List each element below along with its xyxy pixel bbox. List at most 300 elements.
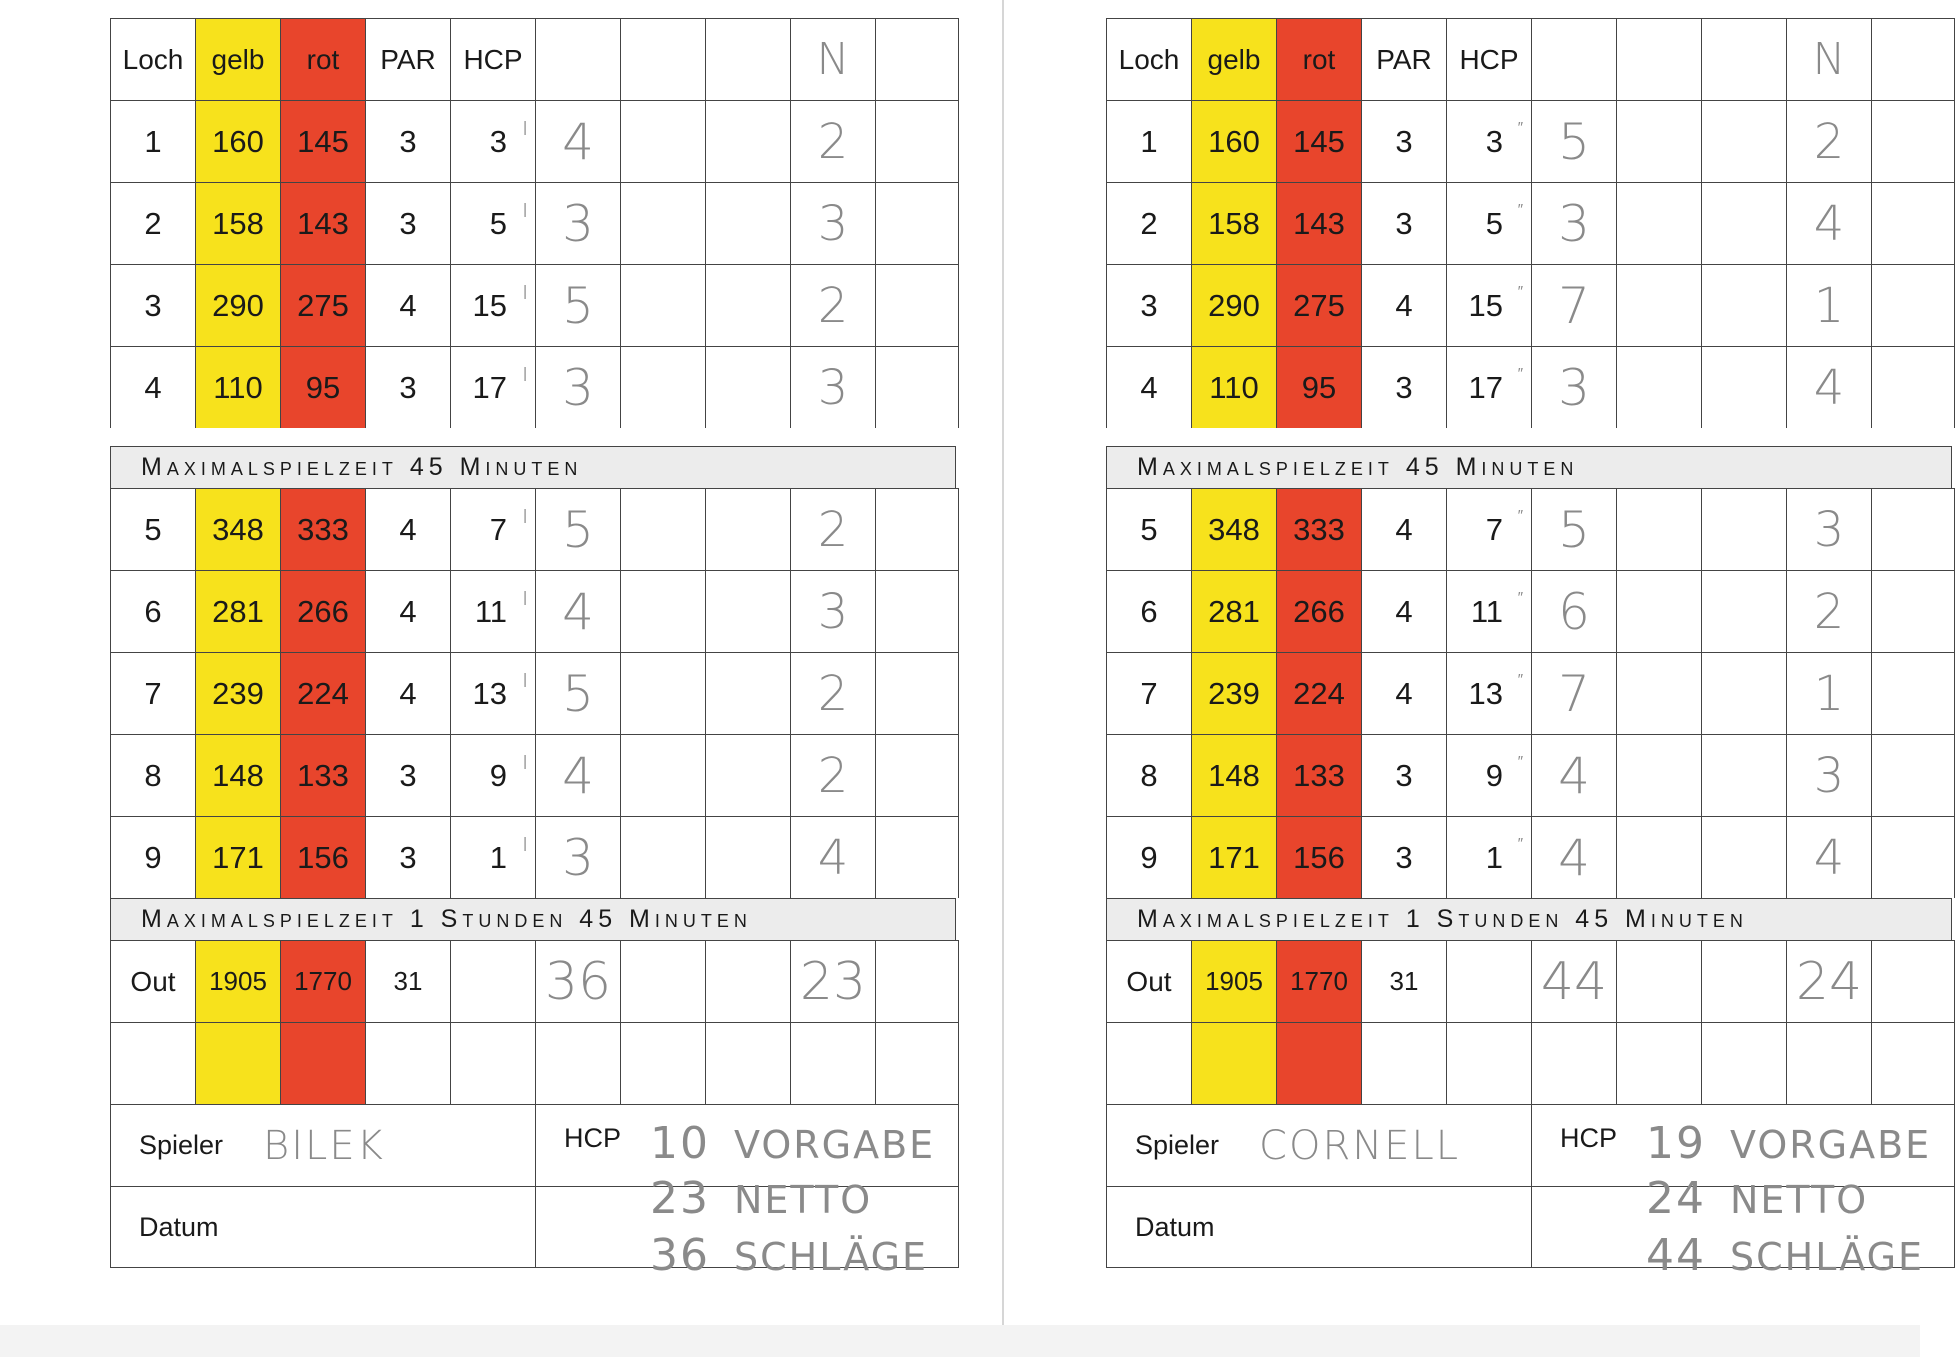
header-par: PAR (1361, 18, 1446, 100)
empty-cell (875, 1022, 959, 1104)
stroke-tick-mark: | (523, 201, 527, 218)
empty-cell (620, 264, 705, 346)
empty-cell (1871, 100, 1955, 182)
net-score: 2 (1786, 100, 1871, 182)
stroke-count: 4 (1531, 816, 1616, 898)
header-blank (620, 18, 705, 100)
out-net-total: 23 (790, 940, 875, 1022)
hole-row (110, 816, 956, 898)
hole-par: 3 (1361, 816, 1446, 898)
empty-cell (1701, 100, 1786, 182)
empty-cell (620, 100, 705, 182)
handwritten-note (1646, 1230, 1924, 1281)
empty-cell (1106, 1022, 1191, 1104)
stroke-tick-mark: | (523, 365, 527, 382)
header-row (110, 18, 956, 100)
yellow-tee-distance: 158 (195, 182, 280, 264)
header-marker: N (1786, 18, 1871, 100)
hole-row (110, 346, 956, 428)
hole-par: 4 (1361, 570, 1446, 652)
empty-cell (705, 182, 790, 264)
hole-number: 9 (110, 816, 195, 898)
yellow-tee-distance: 171 (195, 816, 280, 898)
stroke-count: 5 (535, 264, 620, 346)
note-text: NETTO (734, 1178, 873, 1222)
hole-row (110, 652, 956, 734)
out-label: Out (1106, 940, 1191, 1022)
empty-cell (1276, 1022, 1361, 1104)
empty-cell (1616, 734, 1701, 816)
net-score: 1 (1786, 652, 1871, 734)
empty-cell (620, 346, 705, 428)
date-cell (110, 1186, 535, 1268)
hole-par: 3 (1361, 734, 1446, 816)
yellow-tee-distance: 148 (195, 734, 280, 816)
handwritten-note (650, 1118, 935, 1169)
hole-row (1106, 652, 1952, 734)
hole-row (1106, 264, 1952, 346)
hole-row (110, 264, 956, 346)
red-tee-distance: 224 (1276, 652, 1361, 734)
hole-par: 4 (1361, 488, 1446, 570)
hole-row (110, 570, 956, 652)
stroke-count: 5 (535, 488, 620, 570)
stroke-count: 5 (1531, 100, 1616, 182)
hole-hcp: 15 ″ (1446, 264, 1531, 346)
red-tee-distance: 275 (1276, 264, 1361, 346)
empty-cell (620, 182, 705, 264)
hole-par: 4 (365, 652, 450, 734)
hole-par: 3 (1361, 100, 1446, 182)
hole-hcp: 1 | (450, 816, 535, 898)
net-score: 3 (1786, 734, 1871, 816)
stroke-tick-mark: ″ (1517, 671, 1523, 688)
empty-cell (1871, 1022, 1955, 1104)
yellow-tee-distance: 281 (1191, 570, 1276, 652)
stroke-tick-mark: ″ (1517, 835, 1523, 852)
empty-cell (1361, 1022, 1446, 1104)
yellow-tee-distance: 158 (1191, 182, 1276, 264)
empty-cell (620, 1022, 705, 1104)
hole-row (110, 100, 956, 182)
out-row (1106, 940, 1952, 1022)
empty-cell (620, 734, 705, 816)
empty-cell (1191, 1022, 1276, 1104)
empty-cell (790, 1022, 875, 1104)
empty-cell (365, 1022, 450, 1104)
hole-hcp: 15 | (450, 264, 535, 346)
red-tee-distance: 333 (1276, 488, 1361, 570)
empty-cell (1871, 182, 1955, 264)
yellow-tee-distance: 348 (195, 488, 280, 570)
out-par-total: 31 (365, 940, 450, 1022)
empty-cell (1871, 488, 1955, 570)
yellow-tee-distance: 281 (195, 570, 280, 652)
hole-number: 9 (1106, 816, 1191, 898)
red-tee-distance: 156 (1276, 816, 1361, 898)
empty-cell (1446, 940, 1531, 1022)
empty-cell (1701, 488, 1786, 570)
hole-number: 2 (110, 182, 195, 264)
net-score: 2 (790, 734, 875, 816)
yellow-tee-distance: 160 (195, 100, 280, 182)
net-score: 3 (1786, 488, 1871, 570)
net-score: 2 (790, 264, 875, 346)
empty-cell (1616, 100, 1701, 182)
note-number: 36 (650, 1230, 710, 1281)
stroke-count: 6 (1531, 570, 1616, 652)
empty-cell (875, 940, 959, 1022)
stroke-tick-mark: | (523, 589, 527, 606)
net-score: 1 (1786, 264, 1871, 346)
stroke-tick-mark: ″ (1517, 753, 1523, 770)
hole-hcp: 7 | (450, 488, 535, 570)
empty-cell (705, 816, 790, 898)
hole-hcp: 17 ″ (1446, 346, 1531, 428)
net-score: 4 (1786, 816, 1871, 898)
blank-row (1106, 1022, 1952, 1104)
stroke-tick-mark: | (523, 283, 527, 300)
header-blank (1871, 18, 1955, 100)
note-text: SCHLÄGE (1730, 1235, 1925, 1279)
stroke-tick-mark: | (523, 835, 527, 852)
red-tee-distance: 224 (280, 652, 365, 734)
empty-cell (450, 1022, 535, 1104)
empty-cell (1871, 652, 1955, 734)
empty-cell (1701, 346, 1786, 428)
hole-par: 4 (365, 488, 450, 570)
empty-cell (1701, 940, 1786, 1022)
stroke-count: 5 (1531, 488, 1616, 570)
stroke-tick-mark: ″ (1517, 507, 1523, 524)
band-total: Maximalspielzeit 1 Stunden 45 Minuten (1106, 898, 1952, 940)
scorecard-left (110, 18, 956, 1281)
empty-cell (705, 346, 790, 428)
empty-cell (110, 1022, 195, 1104)
red-tee-distance: 156 (280, 816, 365, 898)
header-red-tee: rot (1276, 18, 1361, 100)
hole-par: 4 (1361, 652, 1446, 734)
empty-cell (1616, 264, 1701, 346)
empty-cell (875, 488, 959, 570)
red-tee-distance: 266 (280, 570, 365, 652)
empty-cell (1701, 264, 1786, 346)
hole-par: 3 (365, 346, 450, 428)
header-row (1106, 18, 1952, 100)
net-score: 3 (790, 346, 875, 428)
hole-number: 7 (1106, 652, 1191, 734)
player-label: Spieler (139, 1130, 224, 1160)
hole-row (1106, 570, 1952, 652)
empty-cell (1616, 182, 1701, 264)
hole-hcp: 3 ″ (1446, 100, 1531, 182)
yellow-tee-distance: 348 (1191, 488, 1276, 570)
empty-cell (620, 488, 705, 570)
hole-number: 8 (1106, 734, 1191, 816)
empty-cell (620, 940, 705, 1022)
hole-number: 5 (1106, 488, 1191, 570)
empty-cell (620, 570, 705, 652)
note-number: 44 (1646, 1230, 1706, 1281)
red-tee-distance: 143 (280, 182, 365, 264)
red-tee-distance: 95 (280, 346, 365, 428)
empty-cell (705, 488, 790, 570)
header-marker: N (790, 18, 875, 100)
hole-number: 4 (1106, 346, 1191, 428)
hole-par: 4 (365, 570, 450, 652)
empty-cell (875, 346, 959, 428)
empty-cell (1531, 1022, 1616, 1104)
note-text: NETTO (1730, 1178, 1869, 1222)
hole-number: 3 (1106, 264, 1191, 346)
empty-cell (1616, 570, 1701, 652)
empty-cell (195, 1022, 280, 1104)
header-hcp: HCP (450, 18, 535, 100)
note-text: SCHLÄGE (734, 1235, 929, 1279)
hole-hcp: 3 | (450, 100, 535, 182)
hole-par: 3 (1361, 346, 1446, 428)
hole-hcp: 1 ″ (1446, 816, 1531, 898)
hole-number: 8 (110, 734, 195, 816)
yellow-tee-distance: 290 (195, 264, 280, 346)
stroke-count: 5 (535, 652, 620, 734)
yellow-tee-distance: 160 (1191, 100, 1276, 182)
net-score: 2 (1786, 570, 1871, 652)
empty-cell (620, 652, 705, 734)
date-label: Datum (1135, 1211, 1215, 1242)
page-edge (0, 1325, 1920, 1357)
date-label: Datum (139, 1211, 219, 1242)
empty-cell (875, 182, 959, 264)
stroke-tick-mark: ″ (1517, 365, 1523, 382)
hole-hcp: 11 ″ (1446, 570, 1531, 652)
hole-hcp: 13 | (450, 652, 535, 734)
net-score: 3 (790, 182, 875, 264)
empty-cell (1871, 940, 1955, 1022)
stroke-tick-mark: ″ (1517, 119, 1523, 136)
empty-cell (1786, 1022, 1871, 1104)
empty-cell (705, 264, 790, 346)
band-front-nine: Maximalspielzeit 45 Minuten (1106, 446, 1952, 488)
hole-hcp: 13 ″ (1446, 652, 1531, 734)
hole-par: 3 (365, 816, 450, 898)
hole-number: 1 (110, 100, 195, 182)
hole-row (110, 734, 956, 816)
empty-cell (875, 570, 959, 652)
stroke-tick-mark: | (523, 671, 527, 688)
hole-number: 1 (1106, 100, 1191, 182)
stroke-tick-mark: | (523, 507, 527, 524)
empty-cell (1616, 816, 1701, 898)
band-front-nine: Maximalspielzeit 45 Minuten (110, 446, 956, 488)
band-total: Maximalspielzeit 1 Stunden 45 Minuten (110, 898, 956, 940)
out-yellow-total: 1905 (195, 940, 280, 1022)
empty-cell (535, 1022, 620, 1104)
empty-cell (705, 652, 790, 734)
out-strokes-total: 36 (535, 940, 620, 1022)
stroke-tick-mark: | (523, 753, 527, 770)
hole-hcp: 17 | (450, 346, 535, 428)
empty-cell (1871, 816, 1955, 898)
yellow-tee-distance: 148 (1191, 734, 1276, 816)
empty-cell (705, 734, 790, 816)
header-hole: Loch (110, 18, 195, 100)
empty-cell (705, 1022, 790, 1104)
yellow-tee-distance: 171 (1191, 816, 1276, 898)
hole-number: 7 (110, 652, 195, 734)
hole-par: 4 (365, 264, 450, 346)
out-red-total: 1770 (280, 940, 365, 1022)
empty-cell (875, 734, 959, 816)
header-par: PAR (365, 18, 450, 100)
empty-cell (1701, 652, 1786, 734)
hole-row (1106, 816, 1952, 898)
header-hole: Loch (1106, 18, 1191, 100)
net-score: 4 (1786, 346, 1871, 428)
yellow-tee-distance: 239 (195, 652, 280, 734)
net-score: 4 (1786, 182, 1871, 264)
red-tee-distance: 95 (1276, 346, 1361, 428)
hole-par: 3 (365, 182, 450, 264)
hole-row (1106, 182, 1952, 264)
out-par-total: 31 (1361, 940, 1446, 1022)
stroke-tick-mark: ″ (1517, 589, 1523, 606)
empty-cell (1871, 264, 1955, 346)
empty-cell (280, 1022, 365, 1104)
empty-cell (705, 570, 790, 652)
player-name: CORNELL (1259, 1122, 1461, 1169)
out-net-total: 24 (1786, 940, 1871, 1022)
red-tee-distance: 143 (1276, 182, 1361, 264)
red-tee-distance: 133 (1276, 734, 1361, 816)
empty-cell (705, 100, 790, 182)
header-blank (535, 18, 620, 100)
hole-number: 6 (1106, 570, 1191, 652)
net-score: 4 (790, 816, 875, 898)
out-label: Out (110, 940, 195, 1022)
header-blank (875, 18, 959, 100)
note-number: 23 (650, 1173, 710, 1224)
yellow-tee-distance: 290 (1191, 264, 1276, 346)
blank-row (110, 1022, 956, 1104)
stroke-count: 7 (1531, 652, 1616, 734)
yellow-tee-distance: 239 (1191, 652, 1276, 734)
hole-number: 6 (110, 570, 195, 652)
header-blank (1531, 18, 1616, 100)
stroke-tick-mark: ″ (1517, 283, 1523, 300)
note-number: 19 (1646, 1118, 1706, 1169)
hole-row (1106, 346, 1952, 428)
note-number: 24 (1646, 1173, 1706, 1224)
hole-row (110, 488, 956, 570)
yellow-tee-distance: 110 (195, 346, 280, 428)
empty-cell (1616, 488, 1701, 570)
header-blank (1616, 18, 1701, 100)
handwritten-note (650, 1230, 928, 1281)
stroke-count: 3 (535, 346, 620, 428)
handwritten-note (1646, 1118, 1931, 1169)
out-yellow-total: 1905 (1191, 940, 1276, 1022)
empty-cell (1616, 652, 1701, 734)
hole-hcp: 5 | (450, 182, 535, 264)
net-score: 2 (790, 100, 875, 182)
note-text: VORGABE (1730, 1123, 1932, 1167)
red-tee-distance: 133 (280, 734, 365, 816)
hole-par: 3 (1361, 182, 1446, 264)
empty-cell (875, 100, 959, 182)
empty-cell (450, 940, 535, 1022)
header-blank (705, 18, 790, 100)
stroke-count: 4 (535, 734, 620, 816)
red-tee-distance: 145 (280, 100, 365, 182)
header-yellow-tee: gelb (195, 18, 280, 100)
red-tee-distance: 145 (1276, 100, 1361, 182)
stroke-tick-mark: ″ (1517, 201, 1523, 218)
red-tee-distance: 333 (280, 488, 365, 570)
player-cell (110, 1104, 535, 1186)
empty-cell (1701, 1022, 1786, 1104)
empty-cell (1871, 346, 1955, 428)
hole-number: 3 (110, 264, 195, 346)
empty-cell (705, 940, 790, 1022)
stroke-count: 3 (1531, 182, 1616, 264)
player-label: Spieler (1135, 1130, 1220, 1160)
date-cell (1106, 1186, 1531, 1268)
note-number: 10 (650, 1118, 710, 1169)
hole-row (1106, 100, 1952, 182)
red-tee-distance: 266 (1276, 570, 1361, 652)
empty-cell (875, 264, 959, 346)
hcp-label: HCP (1560, 1123, 1618, 1153)
scorecard-right (1106, 18, 1932, 1281)
header-hcp: HCP (1446, 18, 1531, 100)
empty-cell (1616, 346, 1701, 428)
hole-row (1106, 734, 1952, 816)
empty-cell (875, 816, 959, 898)
stroke-count: 4 (535, 570, 620, 652)
net-score: 2 (790, 652, 875, 734)
empty-cell (620, 816, 705, 898)
header-red-tee: rot (280, 18, 365, 100)
stroke-tick-mark: | (523, 119, 527, 136)
stroke-count: 3 (535, 816, 620, 898)
yellow-tee-distance: 110 (1191, 346, 1276, 428)
hole-hcp: 7 ″ (1446, 488, 1531, 570)
stroke-count: 4 (1531, 734, 1616, 816)
stroke-count: 7 (1531, 264, 1616, 346)
player-name: BILEK (263, 1122, 385, 1169)
hole-hcp: 9 | (450, 734, 535, 816)
handwritten-note (650, 1173, 872, 1224)
hole-par: 4 (1361, 264, 1446, 346)
empty-cell (1701, 570, 1786, 652)
out-strokes-total: 44 (1531, 940, 1616, 1022)
stroke-count: 3 (535, 182, 620, 264)
hole-hcp: 5 ″ (1446, 182, 1531, 264)
hcp-label: HCP (564, 1123, 622, 1153)
out-row (110, 940, 956, 1022)
empty-cell (1701, 734, 1786, 816)
empty-cell (875, 652, 959, 734)
empty-cell (1871, 734, 1955, 816)
stroke-count: 4 (535, 100, 620, 182)
empty-cell (1446, 1022, 1531, 1104)
red-tee-distance: 275 (280, 264, 365, 346)
header-yellow-tee: gelb (1191, 18, 1276, 100)
out-red-total: 1770 (1276, 940, 1361, 1022)
hole-par: 3 (365, 100, 450, 182)
handwritten-note (1646, 1173, 1868, 1224)
